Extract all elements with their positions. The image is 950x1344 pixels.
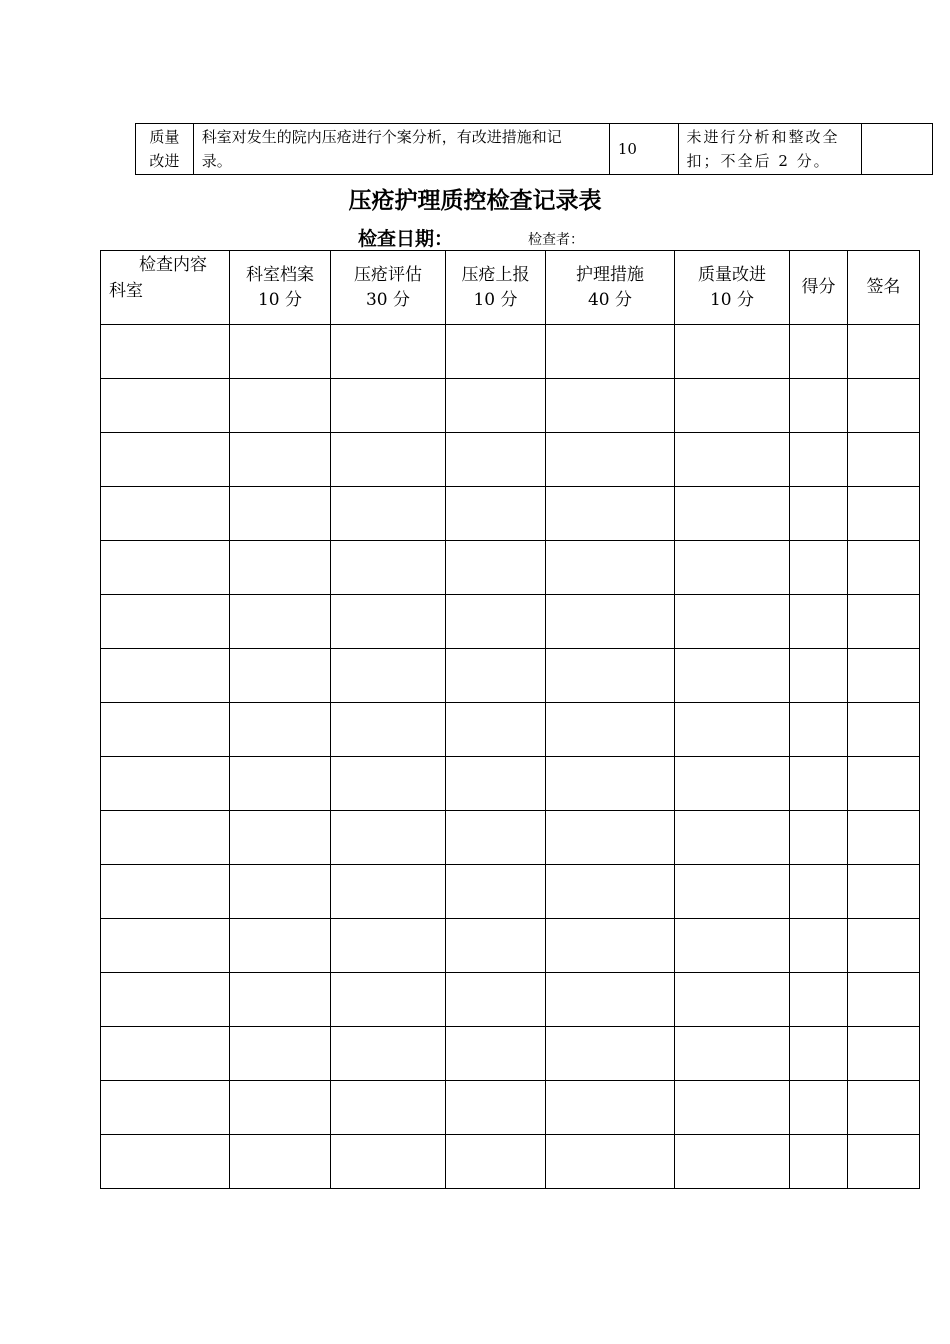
cell-department[interactable] [101, 433, 230, 487]
cell-pressure-report[interactable] [446, 649, 546, 703]
cell-signature[interactable] [848, 811, 920, 865]
table-row [101, 433, 920, 487]
cell-dept-records[interactable] [230, 703, 331, 757]
cell-signature[interactable] [848, 595, 920, 649]
cell-quality-improvement[interactable] [675, 433, 790, 487]
cell-score[interactable] [790, 433, 848, 487]
cell-score[interactable] [790, 1135, 848, 1189]
cell-pressure-assessment[interactable] [331, 487, 446, 541]
cell-quality-improvement[interactable] [675, 325, 790, 379]
cell-pressure-report[interactable] [446, 433, 546, 487]
header-nursing-measures [546, 251, 675, 325]
cell-score[interactable] [790, 811, 848, 865]
criteria-result-cell[interactable] [862, 124, 933, 175]
cell-nursing-measures[interactable] [546, 595, 675, 649]
cell-quality-improvement[interactable] [675, 541, 790, 595]
header-pressure-assessment-points: 30 分 [365, 289, 411, 310]
cell-pressure-assessment[interactable] [331, 433, 446, 487]
cell-dept-records[interactable] [230, 1081, 331, 1135]
cell-dept-records[interactable] [230, 973, 331, 1027]
cell-department[interactable] [101, 379, 230, 433]
table-row [101, 325, 920, 379]
cell-dept-records[interactable] [230, 325, 331, 379]
cell-signature[interactable] [848, 325, 920, 379]
header-pressure-assessment [331, 251, 446, 325]
table-row [101, 1135, 920, 1189]
cell-quality-improvement[interactable] [675, 811, 790, 865]
cell-signature[interactable] [848, 1135, 920, 1189]
cell-score[interactable] [790, 649, 848, 703]
cell-department[interactable] [101, 757, 230, 811]
header-dept-records-title: 科室档案 [246, 264, 314, 285]
cell-dept-records[interactable] [230, 865, 331, 919]
inspection-info-line [358, 226, 584, 252]
table-row [101, 379, 920, 433]
cell-pressure-assessment[interactable] [331, 1081, 446, 1135]
cell-signature[interactable] [848, 541, 920, 595]
cell-nursing-measures[interactable] [546, 757, 675, 811]
cell-pressure-report[interactable] [446, 1081, 546, 1135]
header-corner-content-label: 检查内容 [139, 255, 207, 275]
cell-quality-improvement[interactable] [675, 649, 790, 703]
cell-pressure-assessment[interactable] [331, 379, 446, 433]
cell-pressure-assessment[interactable] [331, 811, 446, 865]
cell-department[interactable] [101, 703, 230, 757]
cell-score[interactable] [790, 379, 848, 433]
header-pressure-assessment-title: 压疮评估 [354, 264, 422, 285]
cell-pressure-assessment[interactable] [331, 649, 446, 703]
cell-dept-records[interactable] [230, 649, 331, 703]
table-row [101, 811, 920, 865]
cell-score[interactable] [790, 973, 848, 1027]
cell-nursing-measures[interactable] [546, 487, 675, 541]
cell-dept-records[interactable] [230, 811, 331, 865]
cell-score[interactable] [790, 541, 848, 595]
cell-dept-records[interactable] [230, 595, 331, 649]
cell-pressure-report[interactable] [446, 487, 546, 541]
cell-nursing-measures[interactable] [546, 703, 675, 757]
cell-signature[interactable] [848, 1081, 920, 1135]
cell-score[interactable] [790, 703, 848, 757]
criteria-content-line-2: 录。 [201, 152, 232, 170]
cell-department[interactable] [101, 1081, 230, 1135]
cell-quality-improvement[interactable] [675, 1027, 790, 1081]
table-row [101, 919, 920, 973]
cell-department[interactable] [101, 865, 230, 919]
cell-quality-improvement[interactable] [675, 703, 790, 757]
table-row [101, 595, 920, 649]
header-nursing-measures-points: 40 分 [587, 289, 633, 310]
cell-quality-improvement[interactable] [675, 973, 790, 1027]
cell-signature[interactable] [848, 865, 920, 919]
cell-nursing-measures[interactable] [546, 325, 675, 379]
cell-nursing-measures[interactable] [546, 1081, 675, 1135]
cell-score[interactable] [790, 865, 848, 919]
cell-nursing-measures[interactable] [546, 811, 675, 865]
cell-signature[interactable] [848, 1027, 920, 1081]
cell-signature[interactable] [848, 379, 920, 433]
header-corner-department-label: 科室 [109, 281, 143, 301]
table-row [101, 541, 920, 595]
cell-pressure-assessment[interactable] [331, 973, 446, 1027]
record-rows [101, 325, 920, 1189]
cell-dept-records[interactable] [230, 1027, 331, 1081]
criteria-category-line-1: 质量 [149, 128, 180, 146]
cell-pressure-assessment[interactable] [331, 757, 446, 811]
cell-nursing-measures[interactable] [546, 919, 675, 973]
cell-quality-improvement[interactable] [675, 379, 790, 433]
page-title: 压疮护理质控检查记录表 [348, 187, 602, 214]
cell-pressure-report[interactable] [446, 1027, 546, 1081]
cell-pressure-assessment[interactable] [331, 865, 446, 919]
header-dept-records [230, 251, 331, 325]
header-quality-improvement-title: 质量改进 [698, 264, 766, 285]
cell-pressure-report[interactable] [446, 595, 546, 649]
criteria-score-cell: 10 [609, 124, 678, 175]
table-row [101, 757, 920, 811]
cell-dept-records[interactable] [230, 541, 331, 595]
criteria-content-cell [193, 124, 609, 175]
header-pressure-report-title: 压疮上报 [461, 264, 530, 285]
cell-department[interactable] [101, 1135, 230, 1189]
cell-dept-records[interactable] [230, 433, 331, 487]
cell-score[interactable] [790, 757, 848, 811]
cell-nursing-measures[interactable] [546, 379, 675, 433]
criteria-content-line-1: 科室对发生的院内压疮进行个案分析，有改进措施和记 [201, 128, 562, 146]
cell-pressure-assessment[interactable] [331, 541, 446, 595]
cell-pressure-report[interactable] [446, 757, 546, 811]
cell-score[interactable] [790, 919, 848, 973]
cell-nursing-measures[interactable] [546, 973, 675, 1027]
cell-signature[interactable] [848, 757, 920, 811]
cell-department[interactable] [101, 649, 230, 703]
table-row [101, 865, 920, 919]
cell-pressure-assessment[interactable] [331, 1027, 446, 1081]
criteria-continuation-table [135, 123, 933, 175]
table-row [101, 703, 920, 757]
table-row [101, 649, 920, 703]
cell-signature[interactable] [848, 973, 920, 1027]
cell-pressure-report[interactable] [446, 973, 546, 1027]
header-pressure-report-points: 10 分 [473, 289, 518, 310]
cell-nursing-measures[interactable] [546, 1027, 675, 1081]
cell-quality-improvement[interactable] [675, 919, 790, 973]
criteria-row-quality-improvement [136, 124, 933, 175]
criteria-category-line-2: 改进 [149, 152, 180, 170]
cell-department[interactable] [101, 973, 230, 1027]
cell-quality-improvement[interactable] [675, 595, 790, 649]
cell-score[interactable] [790, 595, 848, 649]
cell-pressure-assessment[interactable] [331, 1135, 446, 1189]
table-row [101, 1027, 920, 1081]
cell-pressure-report[interactable] [446, 379, 546, 433]
cell-pressure-assessment[interactable] [331, 703, 446, 757]
cell-quality-improvement[interactable] [675, 757, 790, 811]
table-header-row [101, 251, 920, 325]
cell-department[interactable] [101, 1027, 230, 1081]
table-row [101, 487, 920, 541]
cell-dept-records[interactable] [230, 757, 331, 811]
cell-pressure-report[interactable] [446, 325, 546, 379]
cell-score[interactable] [790, 487, 848, 541]
cell-pressure-report[interactable] [446, 703, 546, 757]
cell-dept-records[interactable] [230, 487, 331, 541]
header-quality-improvement [675, 251, 790, 325]
cell-dept-records[interactable] [230, 379, 331, 433]
table-row [101, 1081, 920, 1135]
cell-pressure-assessment[interactable] [331, 325, 446, 379]
cell-signature[interactable] [848, 649, 920, 703]
cell-dept-records[interactable] [230, 919, 331, 973]
cell-pressure-report[interactable] [446, 1135, 546, 1189]
header-signature: 签名 [848, 251, 920, 325]
cell-nursing-measures[interactable] [546, 865, 675, 919]
cell-pressure-report[interactable] [446, 811, 546, 865]
cell-pressure-assessment[interactable] [331, 919, 446, 973]
criteria-deduction-cell [678, 124, 862, 175]
cell-quality-improvement[interactable] [675, 1081, 790, 1135]
header-dept-records-points: 10 分 [257, 289, 303, 310]
cell-department[interactable] [101, 325, 230, 379]
cell-nursing-measures[interactable] [546, 1135, 675, 1189]
inspection-date-label: 检查日期： [358, 228, 454, 250]
cell-pressure-report[interactable] [446, 541, 546, 595]
header-pressure-report [446, 251, 546, 325]
cell-score[interactable] [790, 1081, 848, 1135]
cell-quality-improvement[interactable] [675, 487, 790, 541]
cell-quality-improvement[interactable] [675, 1135, 790, 1189]
cell-pressure-report[interactable] [446, 865, 546, 919]
inspector-label: 检查者： [528, 232, 584, 248]
cell-department[interactable] [101, 595, 230, 649]
cell-pressure-report[interactable] [446, 919, 546, 973]
cell-signature[interactable] [848, 487, 920, 541]
cell-score[interactable] [790, 325, 848, 379]
cell-quality-improvement[interactable] [675, 865, 790, 919]
criteria-category-cell [136, 124, 194, 175]
cell-nursing-measures[interactable] [546, 541, 675, 595]
cell-nursing-measures[interactable] [546, 649, 675, 703]
header-quality-improvement-points: 10 分 [709, 289, 755, 310]
cell-department[interactable] [101, 541, 230, 595]
cell-score[interactable] [790, 1027, 848, 1081]
criteria-deduction-line-1: 未进行分析和整改全 [686, 128, 840, 146]
header-corner-cell [101, 251, 230, 325]
cell-signature[interactable] [848, 919, 920, 973]
cell-signature[interactable] [848, 703, 920, 757]
header-nursing-measures-title: 护理措施 [576, 264, 644, 285]
cell-pressure-assessment[interactable] [331, 595, 446, 649]
inspection-record-table [100, 250, 920, 1189]
cell-department[interactable] [101, 487, 230, 541]
header-score: 得分 [790, 251, 848, 325]
table-row [101, 973, 920, 1027]
cell-signature[interactable] [848, 433, 920, 487]
cell-department[interactable] [101, 811, 230, 865]
cell-dept-records[interactable] [230, 1135, 331, 1189]
cell-department[interactable] [101, 919, 230, 973]
cell-nursing-measures[interactable] [546, 433, 675, 487]
criteria-deduction-line-2: 扣；不全后 2 分。 [686, 152, 831, 170]
